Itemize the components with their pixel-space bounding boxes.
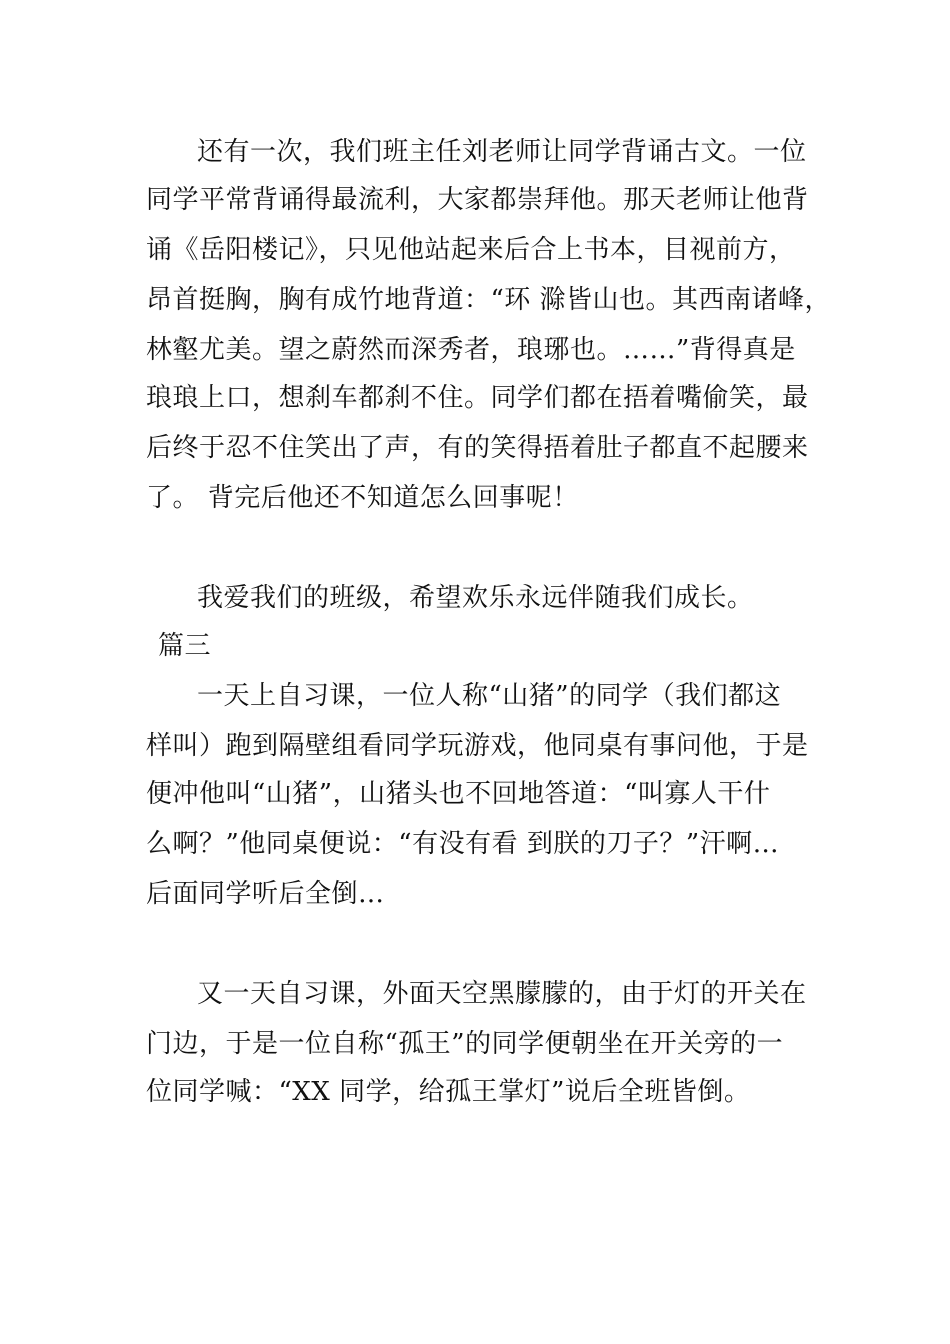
paragraph-line: 诵《岳阳楼记》，只见他站起来后合上书本，目视前方， [146, 235, 796, 265]
paragraph-line: 样叫）跑到隔壁组看同学玩游戏，他同桌有事问他，于是 [146, 731, 809, 761]
paragraph-line: 又一天自习课，外面天空黑朦朦的，由于灯的开关在 [197, 979, 807, 1009]
paragraph-line: 了。 背完后他还不知道怎么回事呢！ [146, 483, 579, 513]
paragraph-line: 一天上自习课，一位人称“山猪”的同学（我们都这 [197, 681, 782, 711]
paragraph-line: 门边，于是一位自称“孤王”的同学便朝坐在开关旁的一 [146, 1029, 784, 1059]
paragraph-line: 我爱我们的班级，希望欢乐永远伴随我们成长。 [197, 583, 754, 613]
paragraph-line: 昂首挺胸，胸有成竹地背道：“环 滁皆山也。其西南诸峰， [146, 285, 832, 315]
paragraph-line: 位同学喊：“XX 同学，给孤王掌灯”说后全班皆倒。 [146, 1077, 751, 1107]
paragraph-line: 同学平常背诵得最流利，大家都崇拜他。那天老师让他背 [146, 185, 809, 215]
paragraph-line: 么啊？”他同桌便说：“有没有看 到朕的刀子？”汗啊… [146, 829, 780, 859]
paragraph-line: 琅琅上口，想刹车都刹不住。同学们都在捂着嘴偷笑，最 [146, 383, 809, 413]
paragraph-line: 后终于忍不住笑出了声，有的笑得捂着肚子都直不起腰来 [146, 433, 809, 463]
paragraph-line: 还有一次，我们班主任刘老师让同学背诵古文。一位 [197, 137, 807, 167]
section-heading: 篇三 [158, 631, 212, 661]
paragraph-line: 林壑尤美。望之蔚然而深秀者，琅琊也。……”背得真是 [146, 335, 796, 365]
paragraph-line: 便冲他叫“山猪”，山猪头也不回地答道：“叫寡人干什 [146, 779, 771, 809]
paragraph-line: 后面同学听后全倒… [146, 879, 385, 909]
